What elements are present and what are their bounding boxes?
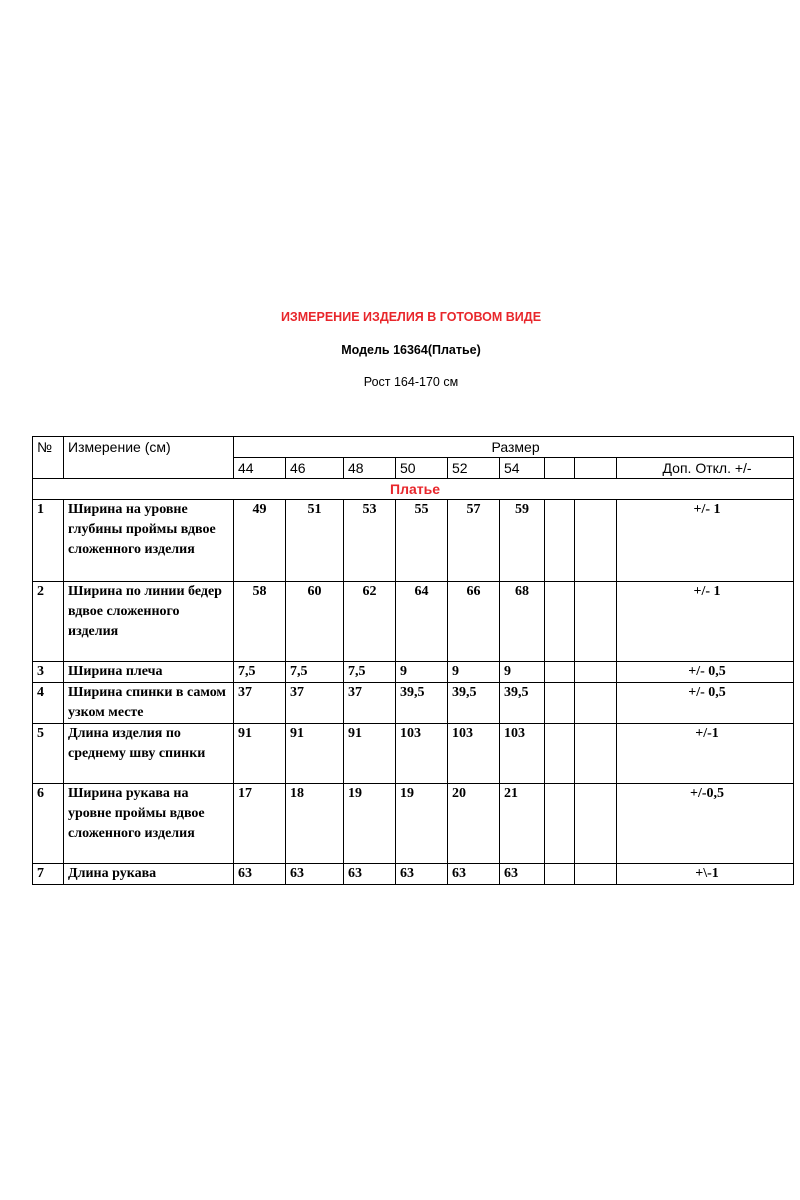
- row-number: 1: [33, 500, 64, 582]
- model-name: Модель 16364(Платье): [341, 343, 481, 357]
- header-tolerance: Доп. Откл. +/-: [617, 458, 794, 479]
- row-value-size-52: 9: [448, 662, 500, 683]
- header-blank-1: [545, 458, 575, 479]
- table-row: [33, 683, 794, 724]
- row-value-size-44: 37: [234, 683, 286, 724]
- row-blank-cell: [575, 864, 617, 885]
- row-value-size-52: 103: [448, 724, 500, 784]
- header-blank-2: [575, 458, 617, 479]
- row-value-size-44: 91: [234, 724, 286, 784]
- row-value-size-52: 39,5: [448, 683, 500, 724]
- header-number: №: [33, 437, 64, 479]
- row-value-size-46: 7,5: [286, 662, 344, 683]
- row-number: 7: [33, 864, 64, 885]
- row-tolerance: +/-1: [617, 724, 794, 784]
- row-value-size-50: 19: [396, 784, 448, 864]
- row-value-size-50: 103: [396, 724, 448, 784]
- row-tolerance: +/- 1: [617, 582, 794, 662]
- header-size-44: 44: [234, 458, 286, 479]
- row-value-size-50: 39,5: [396, 683, 448, 724]
- row-value-size-54: 63: [500, 864, 545, 885]
- row-value-size-50: 55: [396, 500, 448, 582]
- row-measurement-name: Ширина по линии бедер вдвое сложенного изделия: [64, 582, 234, 662]
- height-range: Рост 164-170 см: [363, 375, 459, 389]
- row-blank-cell: [545, 500, 575, 582]
- row-number: 3: [33, 662, 64, 683]
- table-row: [33, 662, 794, 683]
- row-blank-cell: [545, 784, 575, 864]
- row-measurement-name: Ширина спинки в самом узком месте: [64, 683, 234, 724]
- row-value-size-50: 9: [396, 662, 448, 683]
- row-value-size-44: 17: [234, 784, 286, 864]
- row-blank-cell: [545, 662, 575, 683]
- row-value-size-54: 21: [500, 784, 545, 864]
- row-tolerance: +\-1: [617, 864, 794, 885]
- header-size-46: 46: [286, 458, 344, 479]
- row-measurement-name: Длина рукава: [64, 864, 234, 885]
- row-blank-cell: [575, 662, 617, 683]
- row-value-size-48: 53: [344, 500, 396, 582]
- row-value-size-54: 9: [500, 662, 545, 683]
- row-value-size-46: 51: [286, 500, 344, 582]
- row-value-size-54: 59: [500, 500, 545, 582]
- row-measurement-name: Ширина рукава на уровне проймы вдвое сложенного изделия: [64, 784, 234, 864]
- row-value-size-46: 18: [286, 784, 344, 864]
- row-value-size-48: 19: [344, 784, 396, 864]
- row-number: 5: [33, 724, 64, 784]
- row-blank-cell: [575, 724, 617, 784]
- row-value-size-48: 7,5: [344, 662, 396, 683]
- row-value-size-46: 60: [286, 582, 344, 662]
- row-measurement-name: Ширина плеча: [64, 662, 234, 683]
- row-value-size-48: 37: [344, 683, 396, 724]
- row-value-size-50: 63: [396, 864, 448, 885]
- row-blank-cell: [575, 500, 617, 582]
- table-row: [33, 784, 794, 864]
- header-size-50: 50: [396, 458, 448, 479]
- table-row: [33, 724, 794, 784]
- row-value-size-48: 63: [344, 864, 396, 885]
- table-row: [33, 582, 794, 662]
- row-number: 2: [33, 582, 64, 662]
- row-value-size-44: 7,5: [234, 662, 286, 683]
- row-tolerance: +/- 0,5: [617, 683, 794, 724]
- row-value-size-46: 63: [286, 864, 344, 885]
- row-tolerance: +/- 0,5: [617, 662, 794, 683]
- row-value-size-54: 103: [500, 724, 545, 784]
- row-value-size-52: 57: [448, 500, 500, 582]
- row-value-size-54: 68: [500, 582, 545, 662]
- row-blank-cell: [575, 683, 617, 724]
- row-blank-cell: [575, 784, 617, 864]
- header-size-48: 48: [344, 458, 396, 479]
- row-tolerance: +/- 1: [617, 500, 794, 582]
- row-blank-cell: [575, 582, 617, 662]
- row-tolerance: +/-0,5: [617, 784, 794, 864]
- header-size: Размер: [234, 437, 794, 458]
- row-value-size-48: 91: [344, 724, 396, 784]
- table-row: [33, 500, 794, 582]
- row-measurement-name: Длина изделия по среднему шву спинки: [64, 724, 234, 784]
- row-measurement-name: Ширина на уровне глубины проймы вдвое сложенного изделия: [64, 500, 234, 582]
- document-title: ИЗМЕРЕНИЕ ИЗДЕЛИЯ В ГОТОВОМ ВИДЕ: [280, 310, 542, 324]
- row-number: 6: [33, 784, 64, 864]
- row-blank-cell: [545, 582, 575, 662]
- header-size-52: 52: [448, 458, 500, 479]
- row-blank-cell: [545, 683, 575, 724]
- row-value-size-44: 49: [234, 500, 286, 582]
- row-value-size-52: 63: [448, 864, 500, 885]
- row-value-size-54: 39,5: [500, 683, 545, 724]
- measurement-table: [32, 436, 794, 885]
- row-value-size-52: 20: [448, 784, 500, 864]
- row-value-size-50: 64: [396, 582, 448, 662]
- section-label: Платье: [33, 479, 794, 500]
- row-blank-cell: [545, 864, 575, 885]
- row-value-size-46: 91: [286, 724, 344, 784]
- row-value-size-44: 63: [234, 864, 286, 885]
- row-value-size-44: 58: [234, 582, 286, 662]
- table-row: [33, 864, 794, 885]
- row-blank-cell: [545, 724, 575, 784]
- header-measurement: Измерение (см): [64, 437, 234, 479]
- row-value-size-48: 62: [344, 582, 396, 662]
- row-value-size-52: 66: [448, 582, 500, 662]
- row-number: 4: [33, 683, 64, 724]
- row-value-size-46: 37: [286, 683, 344, 724]
- header-size-54: 54: [500, 458, 545, 479]
